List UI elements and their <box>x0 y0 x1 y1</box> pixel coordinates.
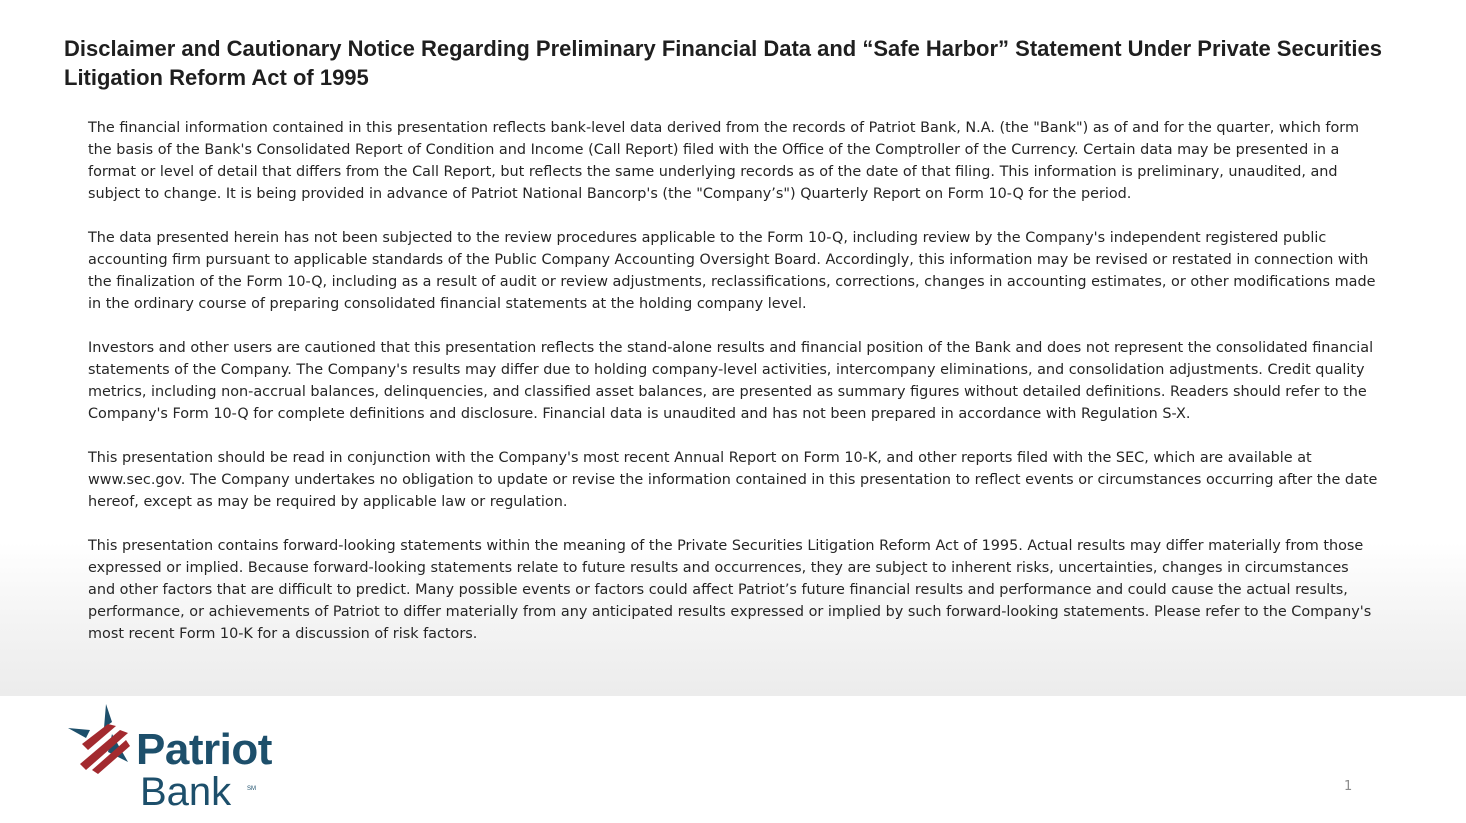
patriot-bank-logo <box>68 702 308 818</box>
logo-word-patriot: Patriot <box>136 725 272 774</box>
paragraph-review-procedures: The data presented herein has not been subjected to the review procedures applicable to the Form 10-Q, including review by the Company's independent registered public accounting firm pursuant to applicable standards of the Public Company Accounting Oversight Board. Accordingly, this information may be revised or restated in connection with the finalization of the Form 10-Q, including as a result of audit or review adjustments, reclassifications, corrections, changes in accounting estimates, or other modifications made in the ordinary course of preparing consolidated financial statements at the holding company level. <box>88 230 1376 312</box>
paragraph-forward-looking: This presentation contains forward-looking statements within the meaning of the Private Securities Litigation Reform Act of 1995. Actual results may differ materially from those expressed or implied. Because forward-looking statements relate to future results and occurrences, they are subject to inherent risks, uncertainties, changes in circumstances and other factors that are difficult to predict. Many possible events or factors could affect Patriot’s future financial results and performance and could cause the actual results, performance, or achievements of Patriot to differ materially from any anticipated results expressed or implied by such forward-looking statements. Please refer to the Company's most recent Form 10-K for a discussion of risk factors. <box>88 538 1372 642</box>
slide-title: Disclaimer and Cautionary Notice Regarding Preliminary Financial Data and “Safe Harbor” Statement Under Private Securities Litigation Reform Act of 1995 <box>64 36 1382 90</box>
service-mark: SM <box>247 786 256 792</box>
disclaimer-body <box>88 117 1380 667</box>
page-number: 1 <box>1344 779 1353 794</box>
paragraph-preliminary-data: The financial information contained in this presentation reflects bank-level data derived from the records of Patriot Bank, N.A. (the "Bank") as of and for the quarter, which form the basis of the Bank's Consolidated Report of Condition and Income (Call Report) filed with the Office of the Comptroller of the Currency. Certain data may be presented in a format or level of detail that differs from the Call Report, but reflects the same underlying records as of the date of that filing. This information is preliminary, unaudited, and subject to change. It is being provided in advance of Patriot National Bancorp's (the "Company’s") Quarterly Report on Form 10-Q for the period. <box>88 120 1359 202</box>
paragraph-read-in-conjunction: This presentation should be read in conjunction with the Company's most recent Annual Report on Form 10-K, and other reports filed with the SEC, which are available at www.sec.gov. The Company undertakes no obligation to update or revise the information contained in this presentation to reflect events or circumstances occurring after the date hereof, except as may be required by applicable law or regulation. <box>88 450 1378 510</box>
logo-word-bank: Bank <box>140 770 232 814</box>
paragraph-stand-alone-results: Investors and other users are cautioned that this presentation reflects the stand-alone results and financial position of the Bank and does not represent the consolidated financial statements of the Company. The Company's results may differ due to holding company-level activities, intercompany eliminations, and consolidation adjustments. Credit quality metrics, including non-accrual balances, delinquencies, and classified asset balances, are presented as summary figures without detailed definitions. Readers should refer to the Company's Form 10-Q for complete definitions and disclosure. Financial data is unaudited and has not been prepared in accordance with Regulation S-X. <box>88 340 1374 422</box>
